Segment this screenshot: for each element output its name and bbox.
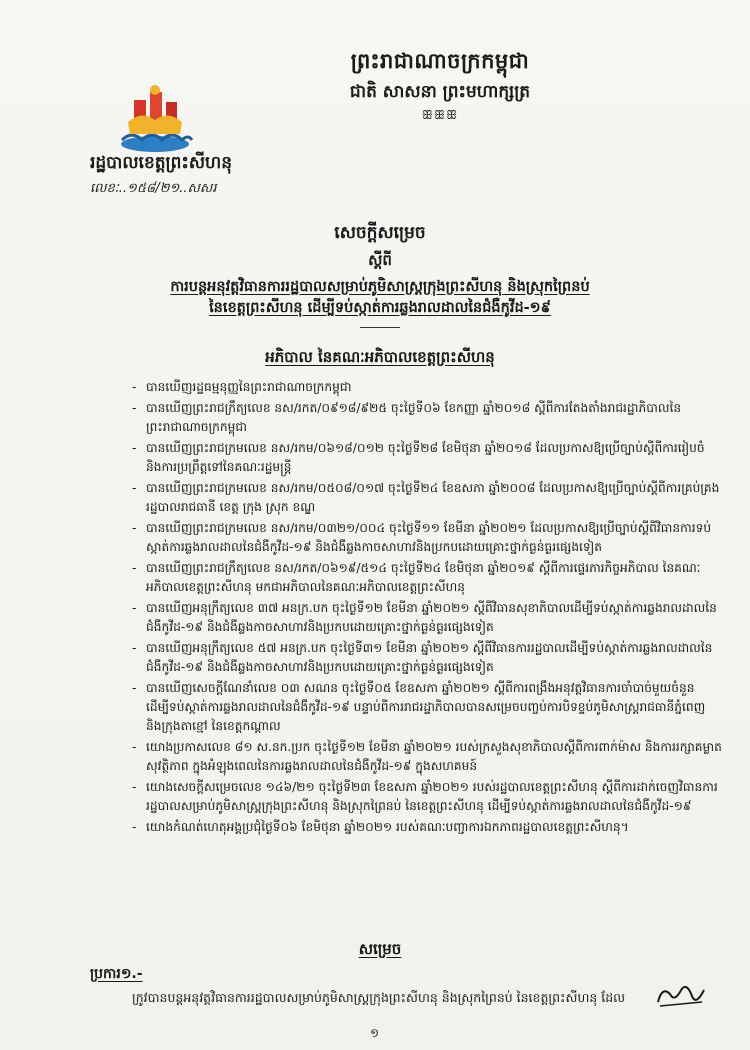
national-motto: ជាតិ សាសនា ព្រះមហាក្សត្រ bbox=[349, 82, 531, 102]
list-item: - យោងសេចក្តីសម្រេចលេខ ១៤៦/២១ ចុះថ្ងៃទី២៣ ខែឧសភា ឆ្នាំ២០២១ របស់រដ្ឋបាលខេត្តព្រះសីហនុ ស្តីពីការដាក់ចេញវិធានការរដ្ឋបាលសម្រាប់ភូមិសាស្ត្រក្រុងព្រះសីហនុ និងស្រុកព្រៃនប់ នៃខេត្តព្រះសីហនុ ដើម្បីទប់ស្កាត់ការឆ្លងរាលដាលនៃជំងឺកូវីដ-១៩ bbox=[132, 778, 722, 816]
document-type: សេចក្តីសម្រេច bbox=[334, 223, 426, 243]
document-title-block bbox=[60, 222, 700, 328]
list-item: - យោងប្រកាសលេខ ៨១ ស.នក.ប្រក ចុះថ្ងៃទី១២ ខែមីនា ឆ្នាំ២០២១ របស់ក្រសួងសុខាភិបាលស្តីពីការពាក់ម៉ាស និងការរក្សាគម្លាតសុវត្ថិភាព ក្នុងអំឡុងពេលនៃការឆ្លងរាលដាលនៃជំងឺកូវីដ-១៩ ក្នុងសហគមន៍ bbox=[132, 738, 722, 776]
page-number: ១ bbox=[370, 1026, 380, 1040]
header-ornament: ꕥꕥꕥ bbox=[421, 108, 459, 122]
article-1-heading: ប្រការ១.- bbox=[90, 966, 143, 982]
list-item: - បានឃើញអនុក្រឹត្យលេខ ៥៧ អនក្រ.បក ចុះថ្ងៃទី៣១ ខែមីនា ឆ្នាំ២០២១ ស្តីពីវិធានការរដ្ឋបាលដើម្បីទប់ស្កាត់ការឆ្លងរាលដាលនៃជំងឺកូវីដ-១៩ និងជំងឺឆ្លងកាចសាហាវនិងប្រកបដោយគ្រោះថ្នាក់ធ្ងន់ធ្ងរផ្សេងទៀត bbox=[132, 639, 722, 677]
kingdom-title: ព្រះរាជាណាចក្រកម្ពុជា bbox=[350, 49, 530, 73]
provincial-seal-logo bbox=[112, 82, 198, 154]
list-item: - យោងកំណត់ហេតុអង្គប្រជុំថ្ងៃទី០៦ ខែមិថុនា ឆ្នាំ២០២១ របស់គណៈបញ្ជាការឯកភាពរដ្ឋបាលខេត្តព្រះសីហនុ។ bbox=[132, 818, 722, 837]
initials-signature bbox=[652, 972, 712, 1012]
list-item: - បានឃើញសេចក្តីណែនាំលេខ ០៣ សណន ចុះថ្ងៃទី០៥ ខែឧសភា ឆ្នាំ២០២១ ស្តីពីការពង្រឹងអនុវត្តវិធានការចាំបាច់មួយចំនួនដើម្បីទប់ស្កាត់ការឆ្លងរាលដាលនៃជំងឺកូវីដ-១៩ បន្ទាប់ពីការរាជរដ្ឋាភិបាលបានសម្រេចបញ្ចប់ការបិទខ្ទប់ភូមិសាស្ត្ររាជធានីភ្នំពេញ និងក្រុងតាខ្មៅ នៃខេត្តកណ្តាល bbox=[132, 679, 722, 736]
list-item: - បានឃើញព្រះរាជក្រឹត្យលេខ នស/រកត/០៦១៩/៥១៤ ចុះថ្ងៃទី២៤ ខែមិថុនា ឆ្នាំ២០១៩ ស្តីពីការផ្ទេរភារកិច្ចអភិបាល នៃគណៈអភិបាលខេត្តព្រះសីហនុ មកជាអភិបាលនៃគណៈអភិបាលខេត្តព្រះសីហនុ bbox=[132, 559, 722, 597]
list-item: - បានឃើញព្រះរាជក្រមលេខ នស/រកម/០៥០៨/០១៧ ចុះថ្ងៃទី២៤ ខែឧសភា ឆ្នាំ២០០៨ ដែលប្រកាសឱ្យប្រើច្បាប់ស្តីពីការគ្រប់គ្រងរដ្ឋបាលរាជធានី ខេត្ត ក្រុង ស្រុក ខណ្ឌ bbox=[132, 479, 722, 517]
concerning-label: ស្តីពី bbox=[368, 251, 392, 269]
list-item: - បានឃើញព្រះរាជក្រឹត្យលេខ នស/រកត/០៩១៨/៩២៥ ចុះថ្ងៃទី០៦ ខែកញ្ញា ឆ្នាំ២០១៨ ស្តីពីការតែងតាំងរាជរដ្ឋាភិបាលនៃព្រះរាជាណាចក្រកម្ពុជា bbox=[132, 399, 722, 437]
reference-number: លេខៈ..១៥៨/២១..សសរ bbox=[90, 181, 217, 196]
considerations-list bbox=[132, 378, 722, 839]
article-1-text: ក្រូវបានបន្តអនុវត្តវិធានការរដ្ឋបាលសម្រាប់ភូមិសាស្ត្រក្រុងព្រះសីហនុ និងស្រុកព្រៃនប់ នៃខេត្តព្រះសីហនុ ដែល bbox=[132, 990, 626, 1005]
issuing-authority: រដ្ឋបាលខេត្តព្រះសីហនុ bbox=[90, 153, 233, 173]
title-divider bbox=[360, 327, 400, 328]
document-header bbox=[250, 48, 630, 123]
document-subject bbox=[60, 277, 700, 319]
list-item: - បានឃើញព្រះរាជក្រមលេខ នស/រកម/០៦១៨/០១២ ចុះថ្ងៃទី២៨ ខែមិថុនា ឆ្នាំ២០១៨ ដែលប្រកាសឱ្យប្រើច្បាប់ស្តីពីការរៀបចំ និងការប្រព្រឹត្តទៅនៃគណៈរដ្ឋមន្ត្រី bbox=[132, 439, 722, 477]
list-item: - បានឃើញព្រះរាជក្រមលេខ នស/រកម/០៣២១/០០៤ ចុះថ្ងៃទី១១ ខែមីនា ឆ្នាំ២០២១ ដែលប្រកាសឱ្យប្រើច្បាប់ស្តីពីវិធានការទប់ស្កាត់ការឆ្លងរាលដាលនៃជំងឺកូវីដ-១៩ និងជំងឺឆ្លងកាចសាហាវនិងប្រកបដោយគ្រោះថ្នាក់ធ្ងន់ធ្ងរផ្សេងទៀត bbox=[132, 519, 722, 557]
decision-heading: សម្រេច bbox=[358, 940, 402, 958]
list-item: - បានឃើញអនុក្រឹត្យលេខ ៣៧ អនក្រ.បក ចុះថ្ងៃទី១២ ខែមីនា ឆ្នាំ២០២១ ស្តីពីវិធានសុខាភិបាលដើម្បីទប់ស្កាត់ការឆ្លងរាលដាលនៃជំងឺកូវីដ-១៩ និងជំងឺឆ្លងកាចសាហាវនិងប្រកបដោយគ្រោះថ្នាក់ធ្ងន់ធ្ងរផ្សេងទៀត bbox=[132, 599, 722, 637]
list-item: - បានឃើញរដ្ឋធម្មនុញ្ញនៃព្រះរាជាណាចក្រកម្ពុជា bbox=[132, 378, 722, 397]
authority-heading: អភិបាល នៃគណៈអភិបាលខេត្តព្រះសីហនុ bbox=[265, 348, 495, 366]
subject-line-1: ការបន្តអនុវត្តវិធានការរដ្ឋបាលសម្រាប់ភូមិសាស្ត្រក្រុងព្រះសីហនុ និងស្រុកព្រៃនប់ bbox=[170, 279, 590, 295]
subject-line-2: នៃខេត្តព្រះសីហនុ ដើម្បីទប់ស្កាត់ការឆ្លងរាលដាលនៃជំងឺកូវីដ-១៩ bbox=[209, 300, 551, 317]
